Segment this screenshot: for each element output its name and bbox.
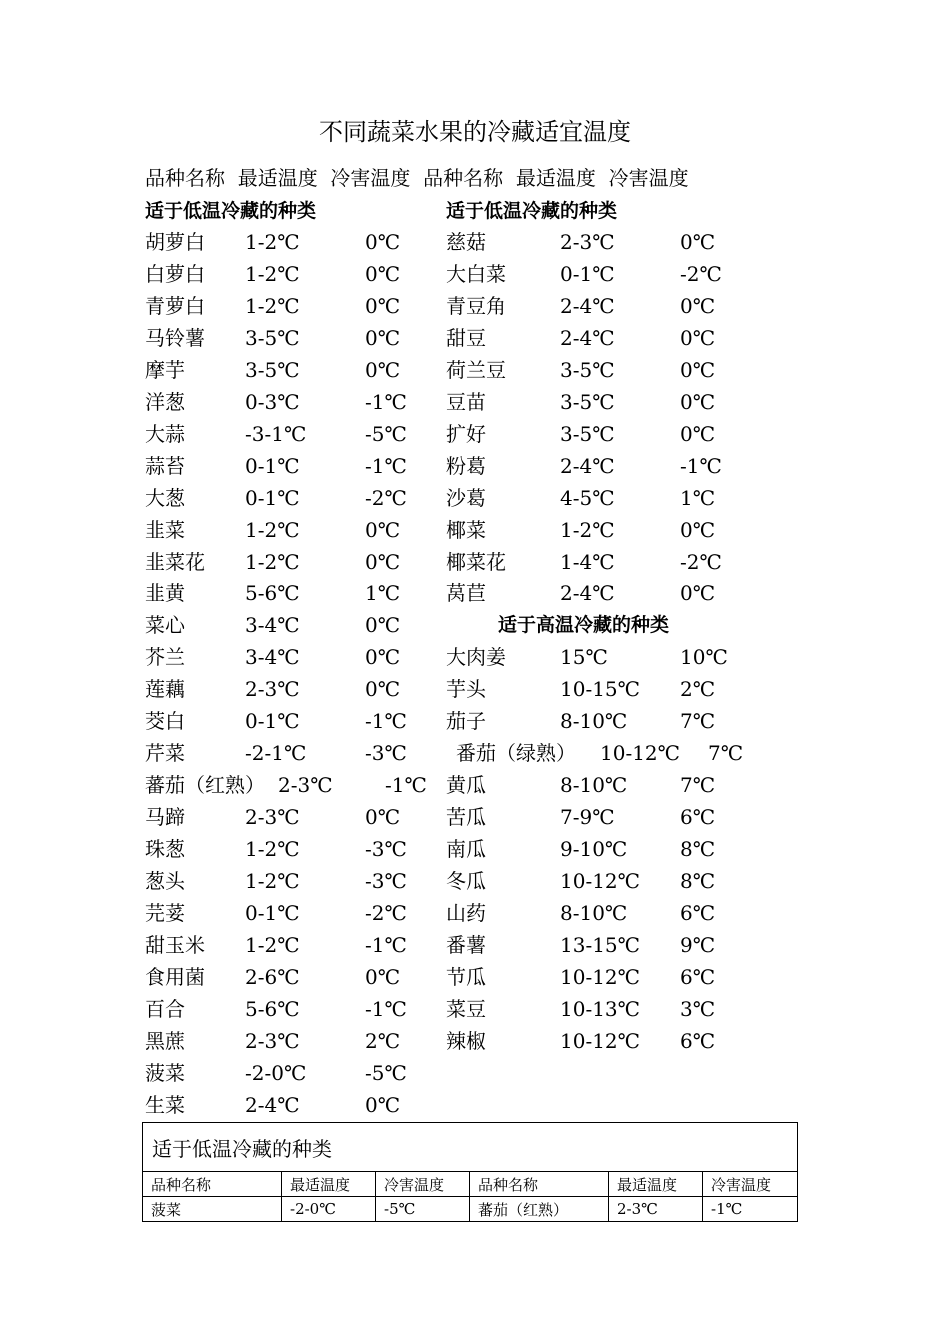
left-name-cell: 珠葱 [145,837,185,862]
left-opt-cell: 0-1℃ [245,485,300,510]
left-opt-cell: 1-2℃ [245,837,300,862]
right-chill-cell: 6℃ [680,805,716,830]
right-opt-cell: 8-10℃ [560,900,628,925]
right-chill-cell: 6℃ [680,1028,716,1053]
left-opt-cell: 0-1℃ [245,453,300,478]
left-name-cell: 黑蔗 [145,1028,185,1053]
left-name-cell: 大葱 [145,485,185,510]
right-name-cell: 番茄（绿熟） [456,741,576,766]
left-chill-cell: 0℃ [365,293,401,318]
left-opt-cell: 3-4℃ [245,613,300,638]
right-chill-cell: -2℃ [680,549,722,574]
left-opt-cell: 1-2℃ [245,230,300,254]
right-chill-cell: 0℃ [680,389,716,414]
right-chill-cell: 10℃ [680,645,728,670]
left-opt-cell: 1-2℃ [245,549,300,574]
table-header-row [143,1172,798,1197]
right-chill-cell: 0℃ [680,517,716,542]
right-opt-cell: 10-12℃ [560,964,641,989]
right-chill-cell: 8℃ [680,837,716,862]
left-chill-cell: 0℃ [365,613,401,638]
right-chill-cell: 0℃ [680,230,716,254]
left-name-cell: 胡萝白 [145,230,205,254]
table-cell: -2-0℃ [282,1197,376,1222]
right-name-cell: 菜豆 [446,996,486,1021]
right-opt-cell: 13-15℃ [560,932,641,957]
right-chill-cell: 7℃ [680,709,716,734]
left-chill-cell: 0℃ [365,805,401,830]
left-name-cell: 白萝白 [145,261,205,286]
right-name-cell: 荷兰豆 [446,357,506,382]
left-opt-cell: 3-4℃ [245,645,300,670]
left-opt-cell: 2-3℃ [278,773,333,798]
left-opt-cell: 3-5℃ [245,325,300,350]
left-opt-cell: -2-1℃ [245,741,307,766]
left-opt-cell: 1-2℃ [245,261,300,286]
right-name-cell: 豆苗 [446,389,486,414]
left-opt-cell: 2-4℃ [245,1092,300,1117]
left-name-cell: 食用菌 [145,964,205,989]
table-header-cell: 最适温度 [609,1172,703,1197]
right-opt-cell: 3-5℃ [560,421,615,446]
left-opt-cell: -2-0℃ [245,1060,307,1085]
right-opt-cell: 10-13℃ [560,996,641,1021]
right-opt-cell: 10-12℃ [600,741,681,766]
right-chill-cell: 1℃ [680,485,716,510]
page-title: 不同蔬菜水果的冷藏适宜温度 [319,118,631,146]
left-name-cell: 菠菜 [145,1060,185,1085]
left-name-cell: 蕃茄（红熟） [145,773,265,798]
right-chill-cell: 0℃ [680,325,716,350]
right-name-cell: 青豆角 [446,293,506,318]
left-opt-cell: 5-6℃ [245,996,300,1021]
table-header-cell: 品种名称 [143,1172,282,1197]
left-chill-cell: 0℃ [365,549,401,574]
left-name-cell: 百合 [145,996,185,1021]
right-opt-cell: 7-9℃ [560,805,615,830]
right-chill-cell: 6℃ [680,900,716,925]
right-name-cell: 番薯 [446,932,486,957]
left-chill-cell: -1℃ [365,709,407,734]
right-opt-cell: 10-15℃ [560,677,641,702]
right-name-cell: 节瓜 [446,964,486,989]
left-opt-cell: 0-3℃ [245,389,300,414]
right-opt-cell: 4-5℃ [560,485,615,510]
left-name-cell: 韭黄 [145,581,185,606]
right-opt-cell: 9-10℃ [560,837,628,862]
left-name-cell: 芥兰 [145,645,185,670]
left-chill-cell: -1℃ [385,773,427,798]
left-chill-cell: -1℃ [365,996,407,1021]
right-chill-cell: 6℃ [680,964,716,989]
left-chill-cell: -3℃ [365,837,407,862]
right-name-cell: 南瓜 [446,837,486,862]
right-chill-cell: -2℃ [680,261,722,286]
table-cell: -5℃ [376,1197,470,1222]
left-name-cell: 马铃薯 [145,325,205,350]
right-chill-cell: 2℃ [680,677,716,702]
section-heading-high: 适于高温冷藏的种类 [498,614,670,636]
left-chill-cell: 0℃ [365,517,401,542]
left-chill-cell: 0℃ [365,964,401,989]
table-header-cell: 冷害温度 [376,1172,470,1197]
right-name-cell: 大白菜 [446,261,506,286]
right-name-cell: 冬瓜 [446,869,486,893]
left-chill-cell: -1℃ [365,932,407,957]
left-name-cell: 韭菜 [145,517,185,542]
table-header-cell: 品种名称 [470,1172,609,1197]
right-name-cell: 黄瓜 [446,773,486,798]
right-name-cell: 椰菜 [446,517,486,542]
table-cell: 菠菜 [143,1197,282,1222]
table-header-cell: 最适温度 [282,1172,376,1197]
section-heading-low-right: 适于低温冷藏的种类 [446,200,618,222]
right-chill-cell: 0℃ [680,357,716,382]
left-opt-cell: 1-2℃ [245,517,300,542]
right-chill-cell: -1℃ [680,453,722,478]
table-cell: 蕃茄（红熟） [470,1197,609,1222]
right-name-cell: 扩好 [446,421,486,446]
right-chill-cell: 0℃ [680,421,716,446]
left-name-cell: 芫荽 [145,900,185,925]
left-opt-cell: 5-6℃ [245,581,300,606]
left-name-cell: 摩芋 [145,357,185,382]
left-chill-cell: -2℃ [365,485,407,510]
left-name-cell: 韭菜花 [145,549,205,574]
right-opt-cell: 2-4℃ [560,581,615,606]
left-opt-cell: 0-1℃ [245,900,300,925]
right-name-cell: 芋头 [446,677,486,702]
left-chill-cell: -1℃ [365,389,407,414]
right-opt-cell: 2-3℃ [560,230,615,254]
right-chill-cell: 7℃ [708,741,744,766]
left-opt-cell: 3-5℃ [245,357,300,382]
right-name-cell: 山药 [446,900,486,925]
right-opt-cell: 1-2℃ [560,517,615,542]
right-chill-cell: 9℃ [680,932,716,957]
left-opt-cell: 2-3℃ [245,677,300,702]
left-chill-cell: 0℃ [365,325,401,350]
left-name-cell: 葱头 [145,869,185,893]
summary-table [142,1122,798,1222]
right-opt-cell: 8-10℃ [560,773,628,798]
left-chill-cell: -3℃ [365,741,407,766]
left-chill-cell: 0℃ [365,357,401,382]
right-chill-cell: 0℃ [680,581,716,606]
right-opt-cell: 2-4℃ [560,453,615,478]
table-caption-row [143,1123,798,1172]
right-name-cell: 沙葛 [446,485,486,510]
left-opt-cell: -3-1℃ [245,421,307,446]
right-chill-cell: 3℃ [680,996,716,1021]
right-opt-cell: 2-4℃ [560,293,615,318]
left-chill-cell: 0℃ [365,230,401,254]
right-opt-cell: 1-4℃ [560,549,615,574]
right-opt-cell: 2-4℃ [560,325,615,350]
right-opt-cell: 10-12℃ [560,1028,641,1053]
left-opt-cell: 2-6℃ [245,964,300,989]
left-name-cell: 甜玉米 [145,932,205,957]
right-chill-cell: 0℃ [680,293,716,318]
right-opt-cell: 10-12℃ [560,869,641,893]
left-chill-cell: 2℃ [365,1028,401,1053]
left-chill-cell: -3℃ [365,869,407,893]
section-heading-low-left: 适于低温冷藏的种类 [145,200,317,222]
left-name-cell: 洋葱 [145,389,185,414]
right-name-cell: 辣椒 [446,1028,486,1053]
table-header-cell: 冷害温度 [703,1172,798,1197]
left-opt-cell: 0-1℃ [245,709,300,734]
left-name-cell: 马蹄 [145,805,185,830]
right-name-cell: 慈菇 [446,230,486,254]
left-chill-cell: -5℃ [365,421,407,446]
table-caption: 适于低温冷藏的种类 [143,1123,798,1172]
left-opt-cell: 1-2℃ [245,932,300,957]
right-opt-cell: 0-1℃ [560,261,615,286]
left-opt-cell: 2-3℃ [245,1028,300,1053]
right-name-cell: 莴苣 [446,581,486,606]
right-chill-cell: 7℃ [680,773,716,798]
left-name-cell: 芹菜 [145,741,185,766]
left-chill-cell: 0℃ [365,1092,401,1117]
right-name-cell: 椰菜花 [446,549,506,574]
left-chill-cell: 1℃ [365,581,401,606]
left-name-cell: 生菜 [145,1092,185,1117]
table-cell: 2-3℃ [609,1197,703,1222]
left-opt-cell: 2-3℃ [245,805,300,830]
left-name-cell: 菜心 [145,613,185,638]
column-header-line: 品种名称 最适温度 冷害温度 品种名称 最适温度 冷害温度 [145,166,689,190]
right-name-cell: 大肉姜 [446,645,506,670]
right-name-cell: 甜豆 [446,325,486,350]
left-chill-cell: 0℃ [365,261,401,286]
right-name-cell: 苦瓜 [446,805,486,830]
left-name-cell: 蒜苔 [145,453,185,478]
left-chill-cell: 0℃ [365,677,401,702]
right-opt-cell: 3-5℃ [560,357,615,382]
right-name-cell: 茄子 [446,709,486,734]
right-opt-cell: 3-5℃ [560,389,615,414]
left-chill-cell: -1℃ [365,453,407,478]
left-name-cell: 青萝白 [145,293,205,318]
left-opt-cell: 1-2℃ [245,869,300,893]
left-name-cell: 莲藕 [145,677,185,702]
left-opt-cell: 1-2℃ [245,293,300,318]
left-chill-cell: 0℃ [365,645,401,670]
right-name-cell: 粉葛 [446,453,486,478]
left-chill-cell: -2℃ [365,900,407,925]
table-row [143,1197,798,1222]
left-name-cell: 茭白 [145,709,185,734]
right-opt-cell: 15℃ [560,645,608,670]
right-chill-cell: 8℃ [680,869,716,893]
right-opt-cell: 8-10℃ [560,709,628,734]
left-chill-cell: -5℃ [365,1060,407,1085]
left-name-cell: 大蒜 [145,421,185,446]
table-cell: -1℃ [703,1197,798,1222]
